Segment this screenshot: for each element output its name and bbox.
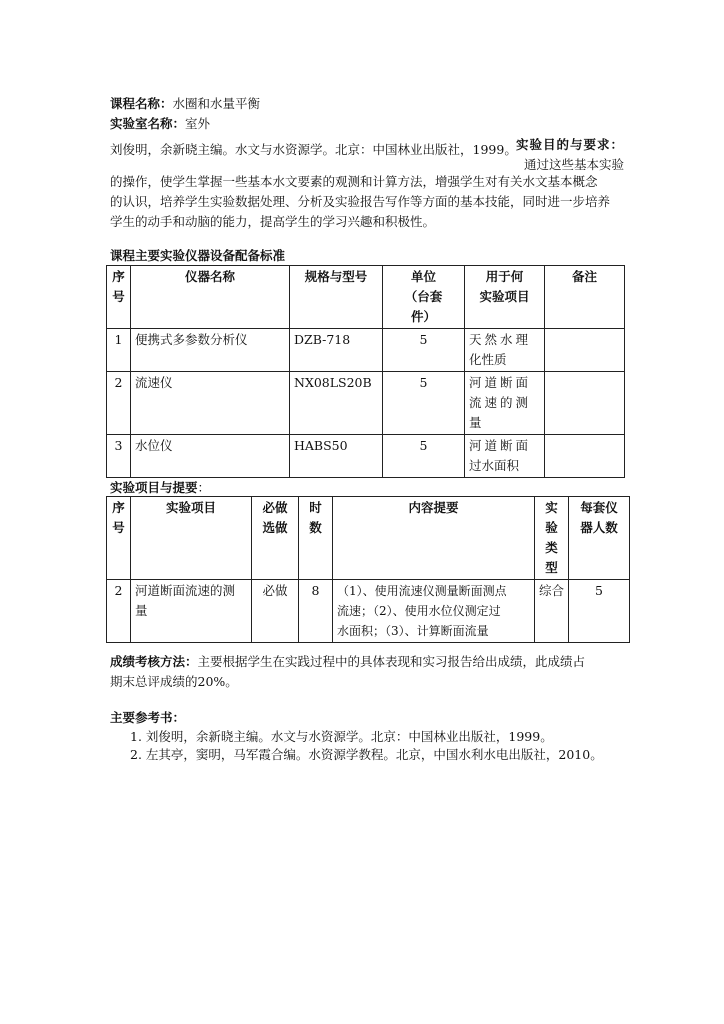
pj-header-item: 实验项目 — [131, 497, 252, 580]
pj-header-type: 实 验 类 型 — [535, 497, 569, 580]
references-title: 主要参考书： — [110, 710, 186, 725]
eq-header-use: 用于何 实验项目 — [465, 266, 545, 329]
objective-line-4: 学生的动手和动脑的能力，提高学生的学习兴趣和积极性。 — [110, 214, 436, 229]
assessment-text-1: 主要根据学生在实践过程中的具体表现和实习报告给出成绩，此成绩占 — [197, 654, 586, 669]
equipment-table — [106, 265, 625, 478]
eq-header-note: 备注 — [545, 266, 625, 329]
objective-intro: 通过这些基本实验 — [523, 157, 624, 172]
equipment-header-row — [107, 266, 625, 329]
lab-name-label: 实验室名称： — [110, 116, 186, 131]
assessment-text-2: 期末总评成绩的20%。 — [110, 674, 238, 689]
course-name-label: 课程名称： — [110, 96, 173, 111]
table-row: 1 便携式多参数分析仪 DZB-718 5 天然水理 化性质 — [107, 329, 625, 372]
lab-name-value: 室外 — [185, 116, 211, 131]
table-row: 2 河道断面流速的测 量 必做 8 （1）、使用流速仪测量断面测点 流速；（2）、使用水位仪测定过 水面积；（3）、计算断面流量 综合 5 — [107, 580, 630, 643]
table-row: 2 流速仪 NX08LS20B 5 河道断面 流速的测 量 — [107, 372, 625, 435]
objective-title: 实验目的与要求： — [515, 137, 624, 152]
pj-header-hours: 时 数 — [299, 497, 333, 580]
pj-header-req: 必做 选做 — [252, 497, 299, 580]
table-row: 3 水位仪 HABS50 5 河道断面 过水面积 — [107, 435, 625, 478]
objective-ref-line: 刘俊明，余新晓主编。水文与水资源学。北京：中国林业出版社，1999。 — [110, 142, 517, 157]
eq-header-no: 序 号 — [107, 266, 131, 329]
lab-name-line — [110, 114, 624, 134]
projects-header-row — [107, 497, 630, 580]
equipment-title: 课程主要实验仪器设备配备标准 — [110, 248, 286, 263]
objective-heading — [516, 135, 624, 175]
eq-header-name: 仪器名称 — [131, 266, 290, 329]
reference-item: 2. 左其亭，窦明，马军霞合编。水资源学教程。北京，中国水利水电出版社，2010。 — [130, 747, 603, 762]
projects-title-line — [110, 478, 624, 498]
objective-line-3: 的认识，培养学生实验数据处理、分析及实验报告写作等方面的基本技能，同时进一步培养 — [110, 194, 611, 209]
pj-header-per: 每套仪 器人数 — [569, 497, 630, 580]
pj-header-no: 序 号 — [107, 497, 131, 580]
course-name-line — [110, 94, 624, 114]
assessment-line-1 — [110, 652, 624, 672]
projects-title-suffix: ： — [197, 480, 211, 495]
assessment-label: 成绩考核方法： — [110, 654, 198, 669]
eq-header-spec: 规格与型号 — [290, 266, 383, 329]
eq-header-unit: 单位 （台套 件） — [383, 266, 465, 329]
objective-first-line — [110, 137, 624, 172]
pj-header-content: 内容提要 — [333, 497, 535, 580]
projects-title: 实验项目与提要 — [110, 480, 198, 495]
projects-table — [106, 496, 630, 643]
objective-line-2: 的操作，使学生掌握一些基本水文要素的观测和计算方法，增强学生对有关水文基本概念 — [110, 174, 598, 189]
course-name-value: 水圈和水量平衡 — [172, 96, 261, 111]
reference-item: 1. 刘俊明，余新晓主编。水文与水资源学。北京：中国林业出版社，1999。 — [130, 729, 553, 744]
